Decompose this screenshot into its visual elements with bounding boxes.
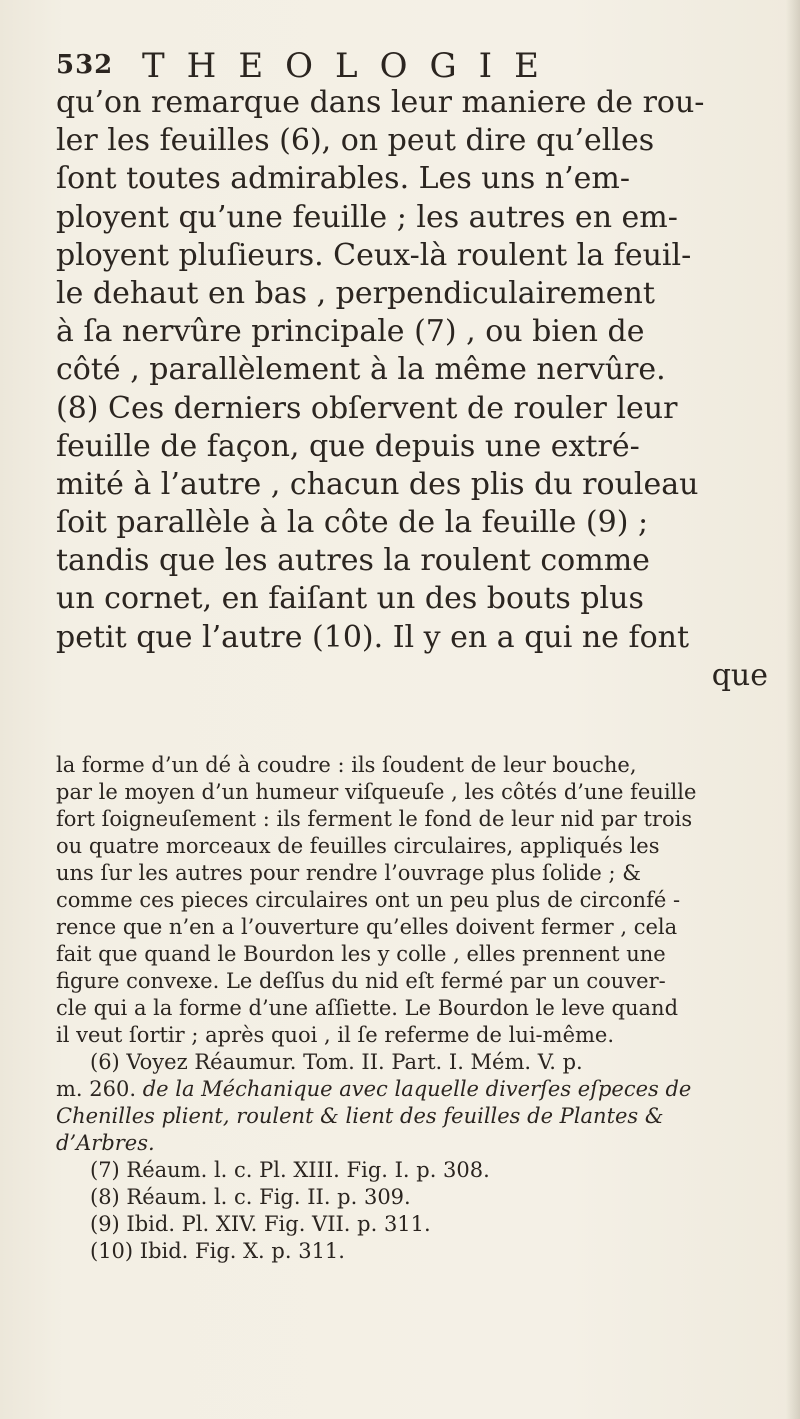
text-line: côté , parallèlement à la même nervûre. bbox=[56, 352, 666, 388]
note-line: cle qui a la forme d’une aſſiette. Le Bourdon le leve quand bbox=[56, 996, 679, 1020]
footnote-10: (10) Ibid. Fig. X. p. 311. bbox=[90, 1239, 345, 1263]
footnote-8: (8) Réaum. l. c. Fig. II. p. 309. bbox=[90, 1185, 411, 1209]
footnote-6-line-2 bbox=[56, 1076, 768, 1103]
catchword: que bbox=[711, 657, 768, 693]
text-line: ſoit parallèle à la côte de la feuille (9) ; bbox=[56, 505, 649, 541]
note-line: il veut ſortir ; après quoi , il ſe referme de lui-même. bbox=[56, 1023, 615, 1047]
main-text bbox=[56, 84, 768, 695]
running-title: THEOLOGIE bbox=[142, 46, 561, 86]
page-number: 532 bbox=[56, 50, 114, 80]
text-line: mité à l’autre , chacun des plis du rouleau bbox=[56, 466, 699, 502]
note-line: comme ces pieces circulaires ont un peu plus de circonfé - bbox=[56, 888, 681, 912]
note-line: la forme d’un dé à coudre : ils ſoudent de leur bouche, bbox=[56, 753, 637, 777]
text-line: qu’on remarque dans leur maniere de rou- bbox=[56, 85, 705, 120]
footnote-6-line-1: (6) Voyez Réaumur. Tom. II. Part. I. Mém. V. p. bbox=[90, 1050, 583, 1074]
footnote-6-title: de la Méchanique avec laquelle diverſes eſpeces de bbox=[142, 1077, 692, 1101]
page-edge-shadow bbox=[786, 0, 800, 1419]
note-line: ou quatre morceaux de feuilles circulaires, appliqués les bbox=[56, 834, 660, 858]
note-line: uns ſur les autres pour rendre l’ouvrage plus ſolide ; & bbox=[56, 861, 641, 885]
note-line: figure convexe. Le deſſus du nid eſt fermé par un couver- bbox=[56, 969, 666, 993]
footnote-6-line-4: d’Arbres. bbox=[56, 1131, 155, 1155]
footnote-6-line-3: Chenilles plient, roulent & lient des feuilles de Plantes & bbox=[56, 1104, 664, 1128]
text-line: ler les feuilles (6), on peut dire qu’elles bbox=[56, 123, 655, 159]
footnote-6-page: m. 260. bbox=[56, 1077, 137, 1101]
text-line: ployent qu’une feuille ; les autres en em- bbox=[56, 199, 678, 235]
text-line: petit que l’autre (10). Il y en a qui ne font bbox=[56, 619, 690, 655]
note-line: par le moyen d’un humeur viſqueuſe , les côtés d’une feuille bbox=[56, 780, 697, 804]
text-line: (8) Ces derniers obſervent de rouler leur bbox=[56, 390, 678, 426]
page-header bbox=[56, 46, 746, 86]
note-line: rence que n’en a l’ouverture qu’elles doivent fermer , cela bbox=[56, 915, 678, 939]
text-line: ployent pluſieurs. Ceux-là roulent la feuil- bbox=[56, 237, 692, 273]
footnotes-section bbox=[56, 752, 768, 1265]
text-line: un cornet, en faiſant un des bouts plus bbox=[56, 581, 644, 617]
text-line: tandis que les autres la roulent comme bbox=[56, 543, 650, 579]
footnote-7: (7) Réaum. l. c. Pl. XIII. Fig. I. p. 308. bbox=[90, 1158, 490, 1182]
note-line: fait que quand le Bourdon les y colle , elles prennent une bbox=[56, 942, 666, 966]
text-line: feuille de façon, que depuis une extré- bbox=[56, 428, 640, 464]
text-line: ſont toutes admirables. Les uns n’em- bbox=[56, 161, 631, 197]
footnote-9: (9) Ibid. Pl. XIV. Fig. VII. p. 311. bbox=[90, 1212, 431, 1236]
note-line: fort ſoigneuſement : ils ferment le fond de leur nid par trois bbox=[56, 807, 693, 831]
text-line: à ſa nervûre principale (7) , ou bien de bbox=[56, 314, 645, 350]
text-line: le dehaut en bas , perpendiculairement bbox=[56, 275, 655, 311]
